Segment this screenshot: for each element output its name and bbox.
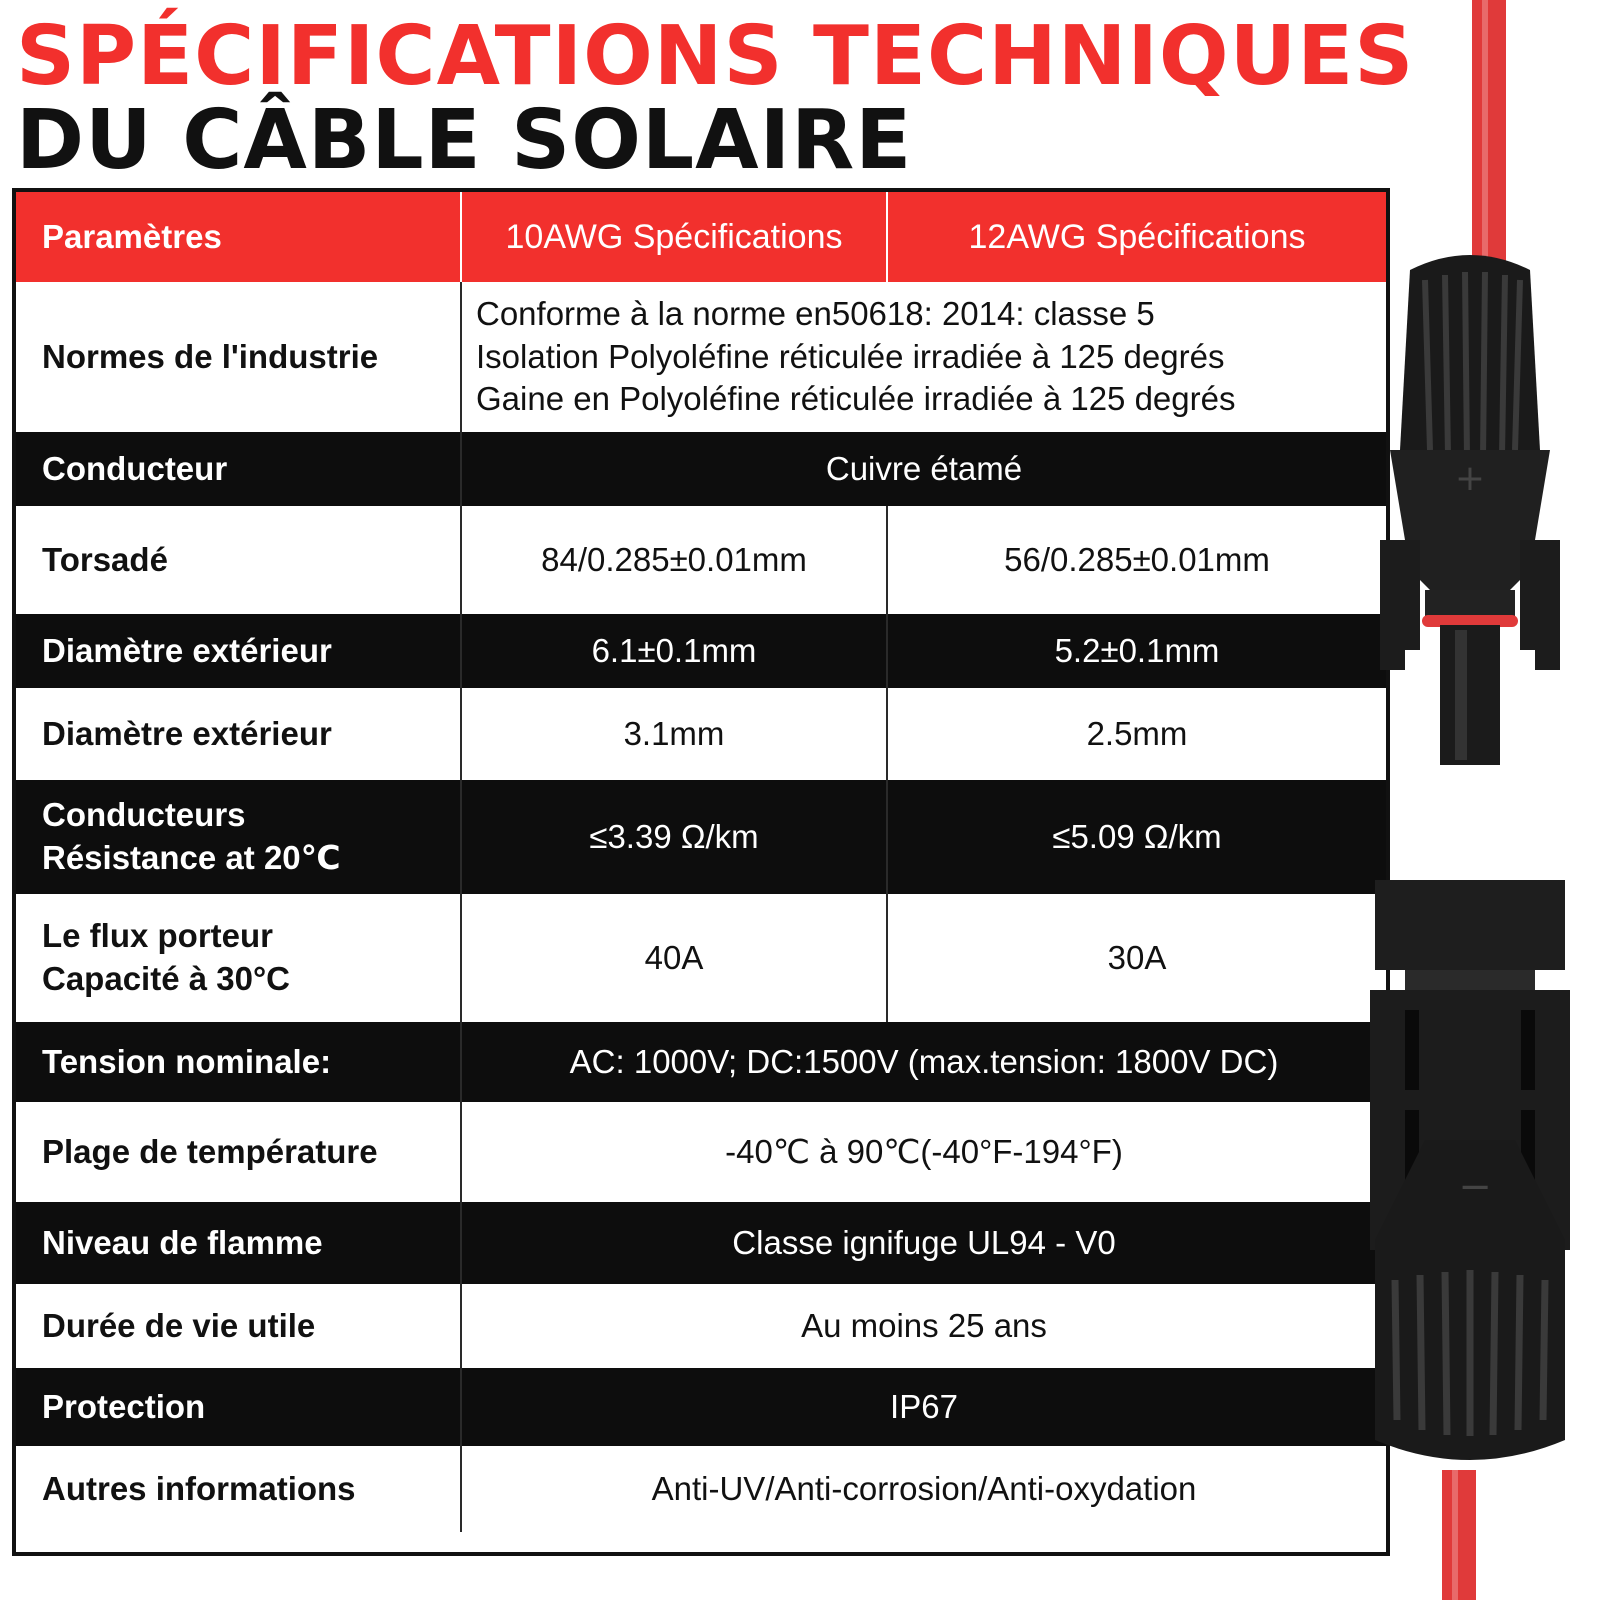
value-line: AC: 1000V; DC:1500V (max.tension: 1800V DC) <box>569 1042 1279 1080</box>
param-label-line: Tension nominale: <box>42 1042 332 1080</box>
param-label-line: Résistance at 20℃ <box>42 839 341 876</box>
value-all <box>460 1022 1386 1102</box>
value-all <box>460 1102 1386 1202</box>
table-row <box>16 1022 1386 1102</box>
table-row <box>16 614 1386 688</box>
param-label-line: Conducteur <box>42 449 228 487</box>
param-label-line: Protection <box>42 1387 206 1425</box>
param-label-line: Diamètre extérieur <box>42 631 332 669</box>
value-line: Anti-UV/Anti-corrosion/Anti-oxydation <box>651 1469 1197 1507</box>
param-label <box>16 688 460 780</box>
value-all <box>460 1284 1386 1368</box>
table-row <box>16 1446 1386 1532</box>
value-line: Isolation Polyoléfine réticulée irradiée à 125 degrés <box>476 337 1225 375</box>
param-label-line: Normes de l'industrie <box>42 337 379 375</box>
table-row <box>16 506 1386 614</box>
param-label-line: Diamètre extérieur <box>42 714 332 752</box>
value-10awg: 84/0.285±0.01mm <box>460 506 886 614</box>
page-title-line-2: DU CÂBLE SOLAIRE <box>16 93 913 188</box>
value-all <box>460 282 1386 432</box>
header-10awg: 10AWG Spécifications <box>460 192 886 282</box>
cable-bottom-image <box>1442 1470 1476 1600</box>
param-label-line: Capacité à 30°C <box>42 960 290 997</box>
table-row <box>16 894 1386 1022</box>
param-label <box>16 1284 460 1368</box>
param-label <box>16 1102 460 1202</box>
table-row <box>16 780 1386 894</box>
spec-table <box>12 188 1390 1556</box>
param-label-line: Plage de température <box>42 1132 378 1170</box>
param-label-line: Torsadé <box>42 540 168 578</box>
value-line: IP67 <box>890 1387 958 1425</box>
value-12awg: 5.2±0.1mm <box>886 614 1386 688</box>
value-all <box>460 1446 1386 1532</box>
table-row <box>16 688 1386 780</box>
table-header-row <box>16 192 1386 282</box>
table-row <box>16 1202 1386 1284</box>
value-all <box>460 1202 1386 1284</box>
param-label-line: Le flux porteur <box>42 917 274 955</box>
param-label <box>16 282 460 432</box>
mc4-connector-male-image <box>1370 250 1570 780</box>
cable-top-image <box>1472 0 1506 290</box>
param-label <box>16 1446 460 1532</box>
table-row <box>16 1102 1386 1202</box>
value-all <box>460 1368 1386 1446</box>
value-line: Classe ignifuge UL94 - V0 <box>732 1223 1116 1261</box>
plus-symbol: + <box>1454 458 1486 499</box>
param-label-line: Conducteurs <box>42 796 246 834</box>
minus-symbol: − <box>1458 1164 1492 1210</box>
mc4-connector-female-image <box>1365 880 1575 1480</box>
page-title-line-1: SPÉCIFICATIONS TECHNIQUES <box>16 9 1415 104</box>
value-10awg: 40A <box>460 894 886 1022</box>
table-row <box>16 1368 1386 1446</box>
param-label <box>16 614 460 688</box>
value-line: Gaine en Polyoléfine réticulée irradiée à 125 degrés <box>476 380 1236 418</box>
param-label <box>16 506 460 614</box>
param-label-line: Autres informations <box>42 1469 356 1507</box>
param-label <box>16 780 460 894</box>
table-row <box>16 432 1386 506</box>
param-label <box>16 432 460 506</box>
value-all <box>460 432 1386 506</box>
param-label <box>16 1202 460 1284</box>
value-line: Au moins 25 ans <box>801 1306 1047 1344</box>
param-label-line: Niveau de flamme <box>42 1223 323 1261</box>
header-parametres: Paramètres <box>42 217 222 255</box>
param-label-line: Durée de vie utile <box>42 1306 316 1344</box>
param-label <box>16 1368 460 1446</box>
param-label <box>16 1022 460 1102</box>
value-line: Conforme à la norme en50618: 2014: classe 5 <box>476 294 1155 332</box>
header-12awg: 12AWG Spécifications <box>886 192 1386 282</box>
value-10awg: 3.1mm <box>460 688 886 780</box>
param-label <box>16 894 460 1022</box>
value-10awg: ≤3.39 Ω/km <box>460 780 886 894</box>
table-row <box>16 282 1386 432</box>
value-line: -40℃ à 90℃(-40°F-194°F) <box>725 1132 1123 1170</box>
value-12awg: 2.5mm <box>886 688 1386 780</box>
value-12awg: 56/0.285±0.01mm <box>886 506 1386 614</box>
value-10awg: 6.1±0.1mm <box>460 614 886 688</box>
value-line: Cuivre étamé <box>825 449 1023 487</box>
value-12awg: ≤5.09 Ω/km <box>886 780 1386 894</box>
table-row <box>16 1284 1386 1368</box>
value-12awg: 30A <box>886 894 1386 1022</box>
